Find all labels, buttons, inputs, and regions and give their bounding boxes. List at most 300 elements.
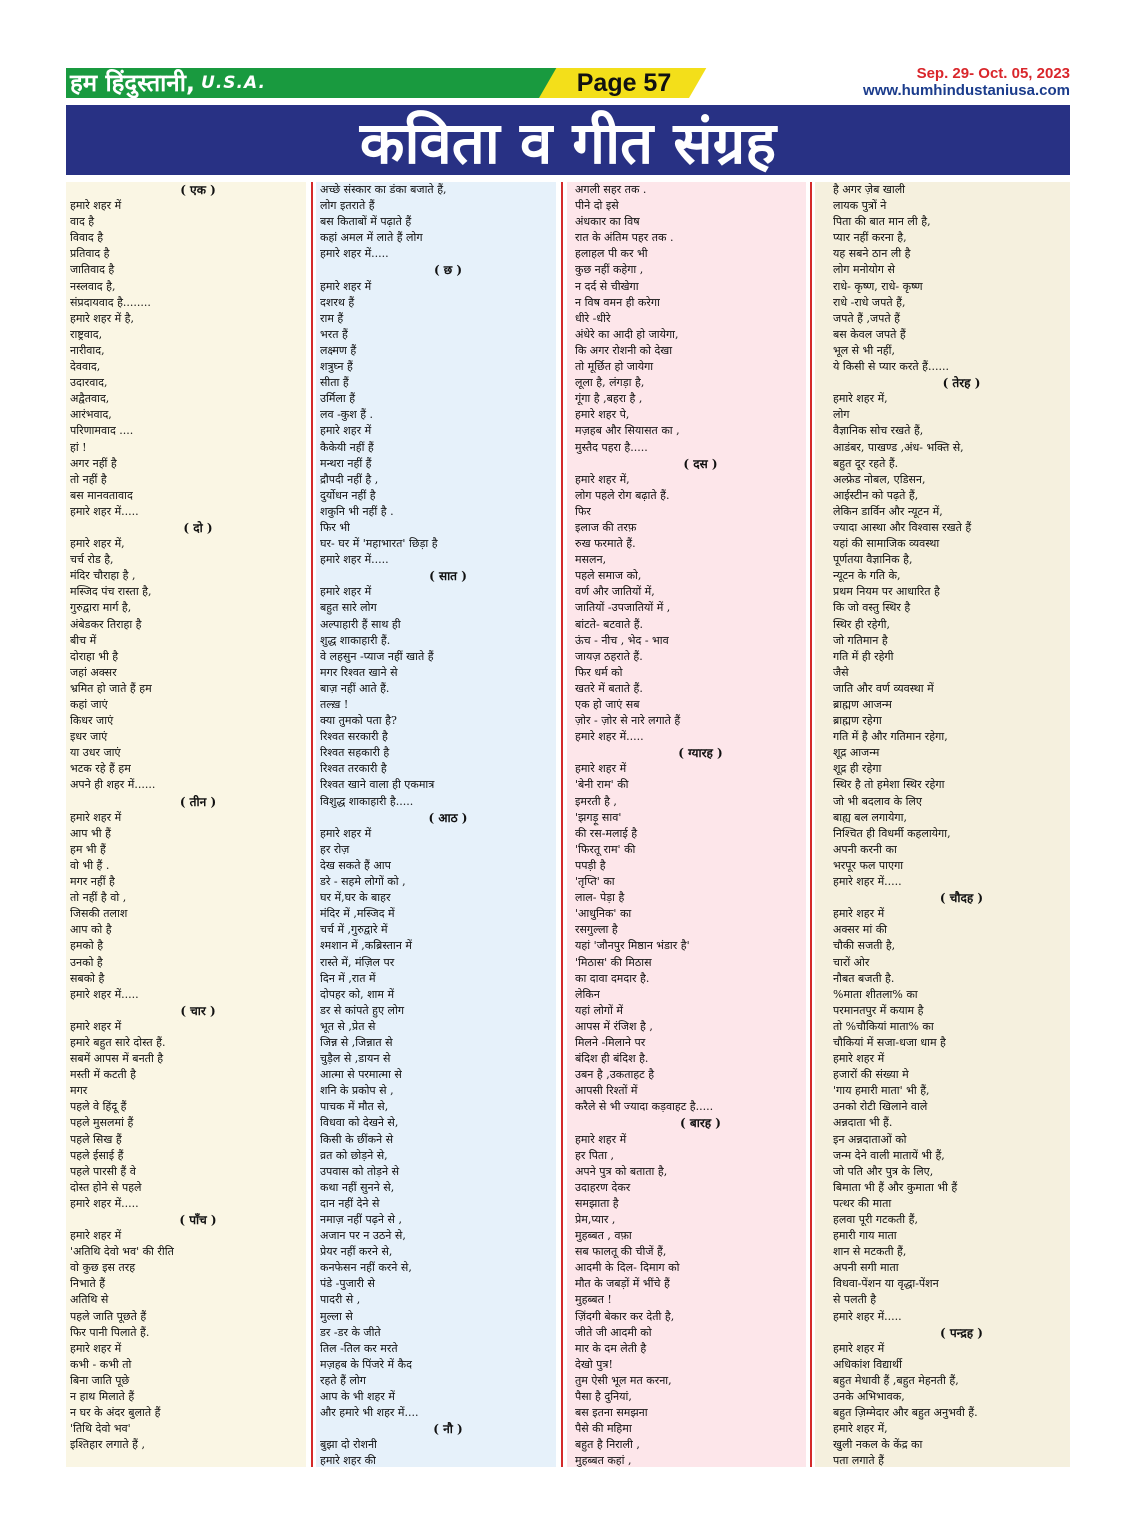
poem-line: नमाज़ नहीं पढ़ने से , [320, 1213, 402, 1226]
poem-line: पत्थर की माता [833, 1196, 892, 1210]
poem-line: इलाज की तरफ़ [575, 520, 637, 534]
poem-line: उनके अभिभावक, [833, 1390, 905, 1404]
poem-line: 'गाय हमारी माता' भी हैं, [833, 1084, 930, 1098]
poem-line: या उधर जाएं [70, 746, 121, 760]
poem-line: दान नहीं देने से [320, 1196, 380, 1210]
poem-line: वो भी हैं . [70, 858, 110, 872]
poem-heading: ( पन्द्रह ) [940, 1325, 983, 1340]
poem-line: उर्मिला हैं [320, 392, 356, 406]
poem-line: जो गतिमान है [833, 633, 888, 647]
poem-line: पाचक में मौत से, [320, 1100, 389, 1114]
poem-line: कि अगर रोशनी को देखा [575, 343, 673, 357]
poem-line: बस केवल जपते हैं [833, 327, 906, 341]
poem-line: चारों ओर [833, 955, 870, 969]
poem-line: शनि के प्रकोप से , [320, 1084, 394, 1098]
poem-line: देववाद, [70, 360, 101, 374]
poem-line: धीरे -धीरे [575, 311, 611, 325]
poem-heading: ( नौ ) [433, 1422, 463, 1437]
poem-line: भ्रमित हो जाते हैं हम [70, 681, 152, 695]
poem-line: की रस-मलाई है [575, 826, 638, 840]
poem-line: हां ! [70, 440, 87, 454]
poem-line: हमारे शहर में [70, 1019, 122, 1033]
poem-line: मुहब्बत कहां , [575, 1454, 632, 1467]
poem-line: हर पिता , [575, 1148, 615, 1162]
poem-line: जाति और वर्ण व्यवस्था में [833, 681, 934, 695]
poem-line: अगर नहीं है [70, 456, 117, 470]
poem-line: पहले जाति पूछते हैं [70, 1309, 147, 1323]
poem-line: दोपहर को, शाम में [320, 987, 395, 1001]
poem-line: संप्रदायवाद है........ [70, 295, 151, 309]
poem-line: मस्जिद पंच रास्ता है, [70, 585, 152, 599]
poem-line: अल्फ्रेड नोबल, एडिसन, [833, 472, 926, 486]
poem-line: हमारे शहर में [575, 1132, 627, 1146]
poem-line: बंदिश ही बंदिश है. [575, 1052, 649, 1066]
poem-line: कनफेसन नहीं करने से, [320, 1261, 412, 1275]
poem-line: गति में ही रहेगी [833, 649, 894, 663]
poem-line: बीच में [70, 633, 97, 647]
poem-line: फिर [575, 504, 591, 518]
poem-line: आदमी के दिल- दिमाग को [575, 1261, 680, 1275]
poem-line: आपस में रंजिश है , [575, 1019, 653, 1033]
poem-line: व्रत को छोड़ने से, [320, 1148, 388, 1162]
poem-line: बहुत है निराली , [575, 1438, 640, 1452]
poem-line: मन्थरा नहीं हैं [320, 456, 372, 470]
poem-line: गुरुद्वारा मार्ग है, [70, 601, 132, 615]
poem-line: बुझा दो रोशनी [320, 1438, 377, 1452]
poem-column-4 [815, 182, 1070, 1467]
poem-line: डरे - सहमे लोगों को , [320, 875, 406, 889]
poem-line: रिश्वत सरकारी है [320, 730, 388, 744]
poem-line: बाह्य बल लगायेगा, [833, 810, 907, 824]
poem-line: जातियों -उपजातियों में , [575, 601, 671, 615]
poem-line: जायज़ ठहराते हैं. [575, 649, 643, 663]
poem-heading: ( चार ) [180, 1003, 216, 1018]
poem-line: हमारे शहर में..... [70, 987, 139, 1001]
poem-line: दिन में ,रात में [320, 971, 376, 985]
poem-column-1 [66, 182, 306, 1467]
poem-line: से पलती है [833, 1293, 877, 1307]
poem-line: द्रौपदी नहीं है , [320, 472, 379, 486]
poem-column-3 [567, 182, 806, 1467]
poem-line: लेकिन डार्विन और न्यूटन में, [833, 504, 943, 518]
poem-line: नारीवाद, [70, 343, 105, 357]
poem-line: हजारों की संख्या मे [833, 1068, 909, 1082]
poem-line: न घर के अंदर बुलाते हैं [70, 1406, 161, 1420]
poem-line: जैसे [833, 665, 849, 679]
poem-line: सब फालतू की चीजें हैं, [575, 1245, 667, 1259]
poem-line: आपसी रिश्तों में [575, 1084, 638, 1098]
poem-line: शान से मटकती हैं, [833, 1245, 907, 1259]
poem-line: तल्ख़ ! [320, 698, 349, 711]
poem-line: उबन है ,उकताहट है [575, 1068, 655, 1082]
poem-line: बांटते- बटवाते हैं. [575, 617, 644, 631]
section-banner: कविता व गीत संग्रह [66, 105, 1070, 175]
poem-line: निभाते हैं [70, 1277, 106, 1291]
poem-line: हमारे शहर में [833, 907, 885, 921]
poem-line: ये किसी से प्यार करते हैं...... [833, 360, 949, 374]
poem-line: पैसा है दुनियां, [575, 1390, 632, 1404]
website-link[interactable]: www.humhindustaniusa.com [863, 82, 1070, 99]
poem-line: पादरी से , [320, 1293, 361, 1307]
poem-line: ज्यादा आस्था और विश्वास रखते हैं [833, 520, 972, 534]
poem-line: रिश्वत खाने वाला ही एकमात्र [320, 778, 435, 792]
poem-line: एक हो जाएं सब [575, 698, 640, 711]
poem-line: हमारे शहर में, [70, 537, 125, 551]
poem-line: अंबेडकर तिराहा है [70, 617, 142, 631]
poem-line: शूद्र ही रहेगा [833, 762, 882, 776]
poem-line: इश्तिहार लगाते हैं , [70, 1438, 145, 1452]
poem-line: गूंगा है ,बहरा है , [575, 392, 643, 406]
poem-line: लोग पहले रोग बढ़ाते हैं. [575, 488, 670, 502]
poem-line: राधे- कृष्ण, राधे- कृष्ण [833, 279, 923, 293]
poem-line: ज़िंदगी बेकार कर देती है, [575, 1309, 675, 1323]
poem-line: उदारवाद, [70, 376, 108, 390]
poem-heading: ( पाँच ) [179, 1213, 217, 1227]
poem-line: सबको है [70, 971, 105, 985]
poem-heading: ( एक ) [180, 183, 216, 197]
poem-line: पैसे की महिमा [575, 1422, 632, 1436]
poem-line: अपने पुत्र को बताता है, [575, 1164, 668, 1178]
poem-line: निश्चित ही विधर्मी कहलायेगा, [833, 826, 951, 840]
poem-line: रहते हैं लोग [320, 1373, 366, 1387]
poem-line: चर्च में ,गुरुद्वारे में [320, 923, 388, 937]
poem-line: आत्मा से परमात्मा से [320, 1068, 402, 1082]
poem-line: नौबत बजती है. [833, 971, 895, 985]
poem-line: पहले पारसी हैं वे [70, 1164, 136, 1178]
poem-line: पपड़ी है [575, 858, 606, 872]
poem-line: लोग मनोयोग से [833, 263, 895, 277]
poem-heading: ( दो ) [183, 520, 213, 535]
poem-line: न हाथ मिलाते हैं [70, 1390, 135, 1404]
brand-block [66, 68, 571, 98]
poem-line: हम भी हैं [70, 842, 106, 856]
poem-heading: ( छ ) [433, 263, 463, 278]
poem-line: पहले समाज को, [575, 569, 642, 583]
poem-line: देखो पुत्र! [575, 1357, 613, 1371]
poem-line: न विष वमन ही करेगा [575, 295, 660, 309]
poem-line: लक्ष्मण हैं [320, 343, 357, 357]
poem-line: हमारे शहर में [320, 585, 372, 599]
poem-line: मुल्ला से [320, 1309, 353, 1323]
poem-line: रास्ते में, मंज़िल पर [320, 955, 395, 969]
poem-line: हमारे बहुत सारे दोस्त हैं. [70, 1035, 166, 1049]
poem-line: रिश्वत तरकारी है [320, 762, 387, 776]
poem-line: जिसकी तलाश [70, 907, 128, 921]
poem-line: जीते जी आदमी को [575, 1325, 652, 1339]
poem-line: तो %चौकियां माता% का [833, 1019, 934, 1033]
poem-line: यह सबने ठान ली है [833, 247, 911, 261]
poem-line: दशरथ हैं [320, 295, 355, 309]
poem-line: राष्ट्रवाद, [70, 327, 103, 341]
poem-line: हमारे शहर में [833, 1052, 885, 1066]
poem-line: इमरती है , [575, 794, 617, 808]
poem-line: आईस्टीन को पढ़ते हैं, [833, 488, 919, 502]
poem-line: आप भी हैं [70, 826, 111, 840]
poem-line: मुहब्बत ! [575, 1293, 612, 1307]
poem-line: विधवा-पेंशन या वृद्धा-पेंशन [833, 1277, 939, 1291]
poem-line: हमारे शहर में है, [70, 311, 134, 325]
poem-heading: ( आठ ) [428, 810, 468, 825]
poem-heading: ( तीन ) [179, 794, 217, 809]
poem-line: मार के दम लेती है [575, 1341, 647, 1355]
poem-line: हर रोज़ [320, 842, 350, 856]
poem-line: उनको रोटी खिलाने वाले [833, 1100, 928, 1114]
poem-line: तिल -तिल कर मरते [320, 1341, 398, 1355]
poem-line: चौकी सजती है, [833, 939, 896, 953]
column-divider [810, 182, 812, 1467]
poem-line: मुहब्बत , वफ़ा [575, 1229, 632, 1243]
poem-line: वाद है [70, 215, 95, 229]
issue-info [863, 66, 1070, 100]
poem-line: भटक रहे हैं हम [70, 762, 131, 776]
poem-line: अंधेरे का आदी हो जायेगा, [575, 327, 679, 341]
poem-line: ऊंच - नीच , भेद - भाव [575, 633, 669, 647]
poem-line: प्यार नहीं करना है, [833, 231, 907, 245]
poem-line: चुड़ैल से ,डायन से [320, 1052, 391, 1066]
poem-line: तो नहीं है वो , [70, 891, 127, 905]
poem-line: उपवास को तोड़ने से [320, 1164, 400, 1178]
poem-line: स्थिर ही रहेगी, [833, 617, 890, 631]
poem-line: दोराहा भी है [70, 649, 119, 663]
poem-line: अच्छे संस्कार का डंका बजाते हैं, [320, 183, 447, 196]
poem-line: पहले मुसलमां हैं [70, 1116, 134, 1130]
poem-line: परिणामवाद .... [70, 424, 134, 438]
poem-line: परमानतपुर में कयाम है [833, 1003, 924, 1017]
poem-line: कहां जाएं [70, 698, 108, 711]
poem-line: हमारी गाय माता [833, 1229, 897, 1243]
poem-line: कैकेयी नहीं हैं [320, 440, 374, 454]
poem-heading: ( चौदह ) [939, 891, 984, 906]
poem-line: राधे -राधे जपते हैं, [833, 295, 906, 309]
poem-line: बस इतना समझना [575, 1406, 648, 1420]
poem-line: बहुत दूर रहते हैं. [833, 456, 899, 470]
poem-line: शुद्ध शाकाहारी हैं. [320, 633, 391, 647]
poem-line: मगर [70, 1084, 88, 1098]
poem-line: रात के अंतिम पहर तक . [575, 231, 674, 245]
poem-line: स्थिर है तो हमेशा स्थिर रहेगा [833, 778, 945, 792]
poem-line: मुस्तैद पहरा है..... [575, 440, 648, 454]
poem-line: पंडे -पुजारी से [320, 1277, 375, 1291]
poem-line: चर्च रोड है, [70, 553, 114, 567]
poem-line: अन्नदाता भी हैं. [833, 1116, 893, 1130]
poem-line: सबमें आपस में बनती है [70, 1052, 164, 1066]
poem-line: लोग [833, 408, 850, 422]
poem-line: बहुत ज़िम्मेदार और बहुत अनुभवी हैं. [833, 1406, 978, 1420]
poem-line: हमारे शहर में..... [833, 1309, 902, 1323]
poem-line: बिना जाति पूछे [70, 1373, 130, 1387]
poem-line: समझाता है [575, 1196, 619, 1210]
poem-line: विशुद्ध शाकाहारी है..... [320, 794, 414, 808]
poem-line: इधर जाएं [70, 730, 108, 744]
poem-line: गति में है और गतिमान रहेगा, [833, 730, 948, 744]
poem-heading: ( तेरह ) [942, 376, 981, 391]
poem-line: हमारे शहर में [833, 1341, 885, 1355]
poem-line: हलवा पूरी गटकती हैं, [833, 1213, 918, 1226]
poem-heading: ( सात ) [429, 569, 467, 584]
poem-line: 'तिथि देवो भव' [70, 1422, 131, 1436]
masthead-bar [66, 66, 1070, 100]
poem-line: मज़हब और सियासत का , [575, 424, 680, 438]
column-divider [561, 182, 563, 1467]
poem-line: कि जो वस्तु स्थिर है [833, 601, 911, 615]
poem-line: लूला है, लंगड़ा है, [575, 376, 645, 390]
brand-suffix: U.S.A. [201, 73, 266, 93]
poem-line: आप को है [70, 923, 112, 937]
poem-line: खतरे में बताते हैं. [575, 681, 643, 695]
poem-line: पिता की बात मान ली है, [833, 215, 931, 229]
poem-line: इन अन्नदाताओं को [833, 1132, 907, 1146]
poem-line: मिलने -मिलाने पर [575, 1035, 646, 1049]
poem-line: जातिवाद है [70, 263, 115, 277]
poem-line: हमारे शहर में..... [320, 247, 389, 261]
poem-line: तुम ऐसी भूल मत करना, [575, 1373, 672, 1387]
poem-line: पहले वे हिंदू हैं [70, 1100, 127, 1114]
poem-line: मगर रिश्वत खाने से [320, 665, 398, 679]
poem-line: बहुत मेधावी हैं ,बहुत मेहनती हैं, [833, 1373, 959, 1387]
poem-line: मौत के जबड़ों में भींचे हैं [575, 1277, 670, 1291]
poem-line: वे लहसुन -प्याज नहीं खाते हैं [320, 649, 434, 663]
poem-line: ज़ोर - ज़ोर से नारे लगाते हैं [575, 714, 681, 728]
poem-column-2 [316, 182, 556, 1467]
poem-line: आडंबर, पाखण्ड ,अंध- भक्ति से, [833, 440, 964, 454]
poem-line: हमको है [70, 939, 104, 953]
poem-line: बस किताबों में पढ़ाते हैं [320, 215, 412, 229]
poem-line: वैज्ञानिक सोच रखते हैं, [833, 424, 924, 438]
poem-line: 'तृप्ति' का [575, 875, 615, 889]
poem-line: शकुनि भी नहीं है . [320, 504, 394, 518]
poem-line: अपनी सगी माता [833, 1261, 899, 1275]
poem-line: करैले से भी ज्यादा कड़वाहट है..... [575, 1100, 714, 1114]
poem-line: राम हैं [320, 311, 344, 325]
poem-line: प्रतिवाद है [70, 247, 110, 261]
poem-line: अल्पाहारी हैं साथ ही [320, 617, 401, 631]
poem-line: रिश्वत सहकारी है [320, 746, 390, 760]
poem-line: हमारे शहर में [70, 810, 122, 824]
poem-line: हमारे शहर में, [833, 1422, 888, 1436]
poem-line: भूत से ,प्रेत से [320, 1019, 376, 1033]
poem-line: यहां लोगों में [575, 1003, 623, 1017]
poem-line: 'अतिथि देवो भव' की रीति [70, 1245, 174, 1259]
poem-line: हमारे शहर में, [575, 472, 630, 486]
poem-line: 'आधुनिक' का [575, 907, 632, 921]
poem-line: फिर पानी पिलाते हैं. [70, 1325, 150, 1339]
poem-line: अद्वैतवाद, [70, 392, 110, 406]
poem-line: हमारे शहर में..... [70, 1196, 139, 1210]
poem-line: हमारे शहर पे, [575, 408, 630, 422]
poem-line: हमारे शहर में [70, 1341, 122, 1355]
poem-line: हमारे शहर में..... [70, 504, 139, 518]
poem-line: अक्सर मां की [833, 923, 887, 937]
poem-line: हलाहल पी कर भी [575, 247, 648, 261]
poem-line: घर में,घर के बाहर [320, 891, 391, 905]
poem-line: दोस्त होने से पहले [70, 1180, 142, 1194]
poem-line: चौकियां में सजा-धजा धाम है [833, 1035, 946, 1049]
poem-line: पूर्णतया वैज्ञानिक है, [833, 553, 913, 567]
poem-heading: ( दस ) [683, 456, 718, 471]
poem-line: सीता हैं [320, 376, 349, 390]
poem-line: हमारे शहर में, [833, 392, 888, 406]
poem-line: अंधकार का विष [575, 215, 640, 229]
poem-line: हमारे शहर की [320, 1454, 376, 1467]
poem-line: आप के भी शहर में [320, 1390, 395, 1404]
poem-line: डर से कांपते हुए लोग [320, 1003, 405, 1017]
poem-line: प्रेयर नहीं करने से, [320, 1245, 393, 1259]
poem-line: बहुत सारे लोग [320, 601, 377, 615]
poem-line: ब्राह्मण रहेगा [833, 714, 882, 728]
poem-line: है अगर ज़ेब खाली [833, 183, 906, 196]
poem-line: लेकिन [575, 987, 600, 1001]
poem-line: हमारे शहर में [320, 279, 372, 293]
poem-line: जन्म देने वाली मातायें भी हैं, [833, 1148, 945, 1162]
poem-line: किधर जाएं [70, 714, 114, 728]
poem-line: कभी - कभी तो [70, 1357, 132, 1371]
poem-line: और हमारे भी शहर में.... [320, 1406, 419, 1420]
poem-line: बिमाता भी हैं और कुमाता भी हैं [833, 1180, 958, 1194]
poem-line: मगर नहीं है [70, 875, 115, 889]
poem-line: जो भी बदलाव के लिए [833, 794, 922, 808]
poem-line: पहले ईसाई हैं [70, 1148, 124, 1162]
poem-line: भरपूर फल पाएगा [833, 858, 904, 872]
poem-line: 'मिठास' की मिठास [575, 955, 652, 969]
poem-line: जो पति और पुत्र के लिए, [833, 1164, 934, 1178]
poem-line: मसलन, [575, 553, 607, 567]
poem-line: लायक पुत्रों ने [833, 199, 887, 213]
poem-line: 'झगड़ू साव' [575, 810, 622, 824]
poem-line: प्रेम,प्यार , [575, 1213, 616, 1226]
poem-line: मस्ती में कटती है [70, 1068, 136, 1082]
poem-line: जिन्न से ,जिन्नात से [320, 1035, 393, 1049]
poem-line: पहले सिख हैं [70, 1132, 122, 1146]
poem-line: अपने ही शहर में...... [70, 778, 156, 792]
poem-line: बाज़ नहीं आते हैं. [320, 681, 390, 695]
poem-line: पता लगाते हैं [833, 1454, 884, 1467]
issue-date: Sep. 29- Oct. 05, 2023 [916, 65, 1070, 82]
poem-line: लाल- पेड़ा है [575, 891, 625, 905]
poem-line: मंदिर चौराहा है , [70, 569, 136, 583]
poem-line: रुख फरमाते हैं. [575, 537, 636, 551]
poem-line: कहां अमल में लाते हैं लोग [320, 231, 423, 245]
poem-line: नस्लवाद है, [70, 279, 116, 293]
poem-line: हमारे शहर में [70, 199, 122, 213]
poem-line: यहां 'जौनपुर मिष्ठान भंडार है' [575, 939, 690, 953]
poem-line: भूल से भी नहीं, [833, 343, 895, 357]
poem-line: अगली सहर तक . [575, 183, 647, 196]
poem-line: वो कुछ इस तरह [70, 1261, 136, 1275]
poem-line: कुछ नहीं कहेगा , [575, 263, 644, 277]
poem-line: रसगुल्ला है [575, 923, 618, 937]
poem-line: न्यूटन के गति के, [833, 569, 901, 583]
poem-line: तो मूर्छित हो जायेगा [575, 360, 654, 374]
poem-line: देख सकते हैं आप [320, 858, 391, 872]
poem-line: उनको है [70, 955, 103, 969]
poem-line: हमारे शहर में [320, 424, 372, 438]
poem-line: क्या तुमको पता है? [320, 714, 397, 728]
poem-line: पीने दो इसे [575, 199, 619, 213]
poem-line: बस मानवतावाद [70, 488, 133, 502]
poem-line: लव -कुश हैं . [320, 408, 374, 422]
poem-line: %माता शीतला% का [833, 987, 918, 1001]
poem-line: उदाहरण देकर [575, 1180, 631, 1194]
poem-line: घर- घर में 'महाभारत' छिड़ा है [320, 537, 438, 551]
poem-line: मंदिर में ,मस्जिद में [320, 907, 395, 921]
poem-line: लोग इतराते हैं [320, 199, 375, 213]
poem-line: 'बेनी राम' की [575, 778, 629, 792]
poem-line: ब्राह्मण आजन्म [833, 698, 892, 711]
poem-line: मज़हब के पिंजरे में कैद [320, 1357, 412, 1371]
poem-line: हमारे शहर में [70, 1229, 122, 1243]
poem-line: फिर धर्म को [575, 665, 623, 679]
poem-line: जहां अक्सर [70, 665, 117, 679]
